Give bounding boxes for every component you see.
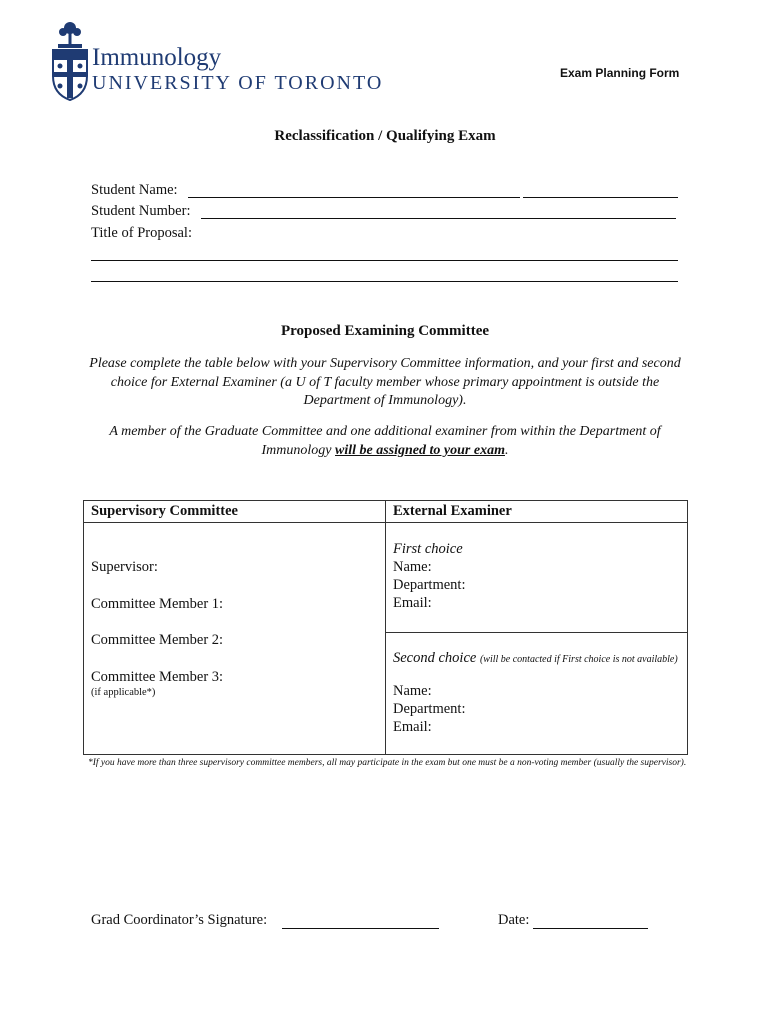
assignment-note [80,423,690,460]
assignment-note-text: A member of the Graduate Committee and one additional examiner from within the Department of Immunology [109,424,661,458]
second-choice-note: (will be contacted if First choice is not available) [479,654,678,665]
proposal-title-input-line-2[interactable] [91,281,678,282]
first-choice-name-label: Name: [393,559,432,575]
committee-member-2-label: Committee Member 2: [91,632,224,648]
assignment-note-emphasis: will be assigned to your exam [335,442,505,458]
first-choice-cell[interactable] [386,523,688,633]
student-number-input[interactable] [201,218,676,219]
proposal-title-input-line-1[interactable] [91,260,678,261]
title-of-proposal-label: Title of Proposal: [91,225,192,241]
committee-member-3-label: Committee Member 3: [91,669,224,685]
second-choice-heading [393,651,678,667]
logo-department-text: Immunology [92,44,222,71]
second-choice-cell[interactable] [386,633,688,755]
student-name-label: Student Name: [91,182,178,198]
committee-heading: Proposed Examining Committee [280,323,490,339]
external-examiner-header: External Examiner [386,501,688,523]
student-name-input[interactable] [188,197,520,198]
student-number-label: Student Number: [91,203,191,219]
form-name: Exam Planning Form [560,66,680,80]
first-choice-email-label: Email: [393,595,432,611]
committee-member-1-label: Committee Member 1: [91,596,224,612]
university-logo [50,20,410,105]
crest-icon [50,20,90,102]
supervisory-committee-cell[interactable] [84,523,386,755]
page-title: Reclassification / Qualifying Exam [274,128,496,144]
coordinator-signature-label: Grad Coordinator’s Signature: [91,912,268,928]
date-input[interactable] [533,928,648,929]
committee-table [83,500,688,755]
second-choice-name-label: Name: [393,683,432,699]
date-label: Date: [498,912,530,928]
supervisory-committee-header: Supervisory Committee [84,501,386,523]
coordinator-signature-input[interactable] [282,928,439,929]
supervisor-label: Supervisor: [91,559,158,575]
student-name-input-2[interactable] [523,197,678,198]
logo-university-text: UNIVERSITY OF TORONTO [92,72,384,94]
first-choice-label: First choice [393,541,463,557]
second-choice-department-label: Department: [393,701,466,717]
committee-instructions: Please complete the table below with your Supervisory Committee information, and your first and second choice for External Examiner (a U of T faculty member whose primary appointment is outside the Department of Immunology). [89,356,681,408]
second-choice-label: Second choice [393,650,477,666]
first-choice-department-label: Department: [393,577,466,593]
assignment-note-period: . [504,442,509,458]
footnote: *If you have more than three supervisory committee members, all may participate in the exam but one must be a non-voting member (usually the supervisor). [88,758,687,768]
second-choice-email-label: Email: [393,719,432,735]
committee-member-3-note: (if applicable*) [91,687,156,698]
